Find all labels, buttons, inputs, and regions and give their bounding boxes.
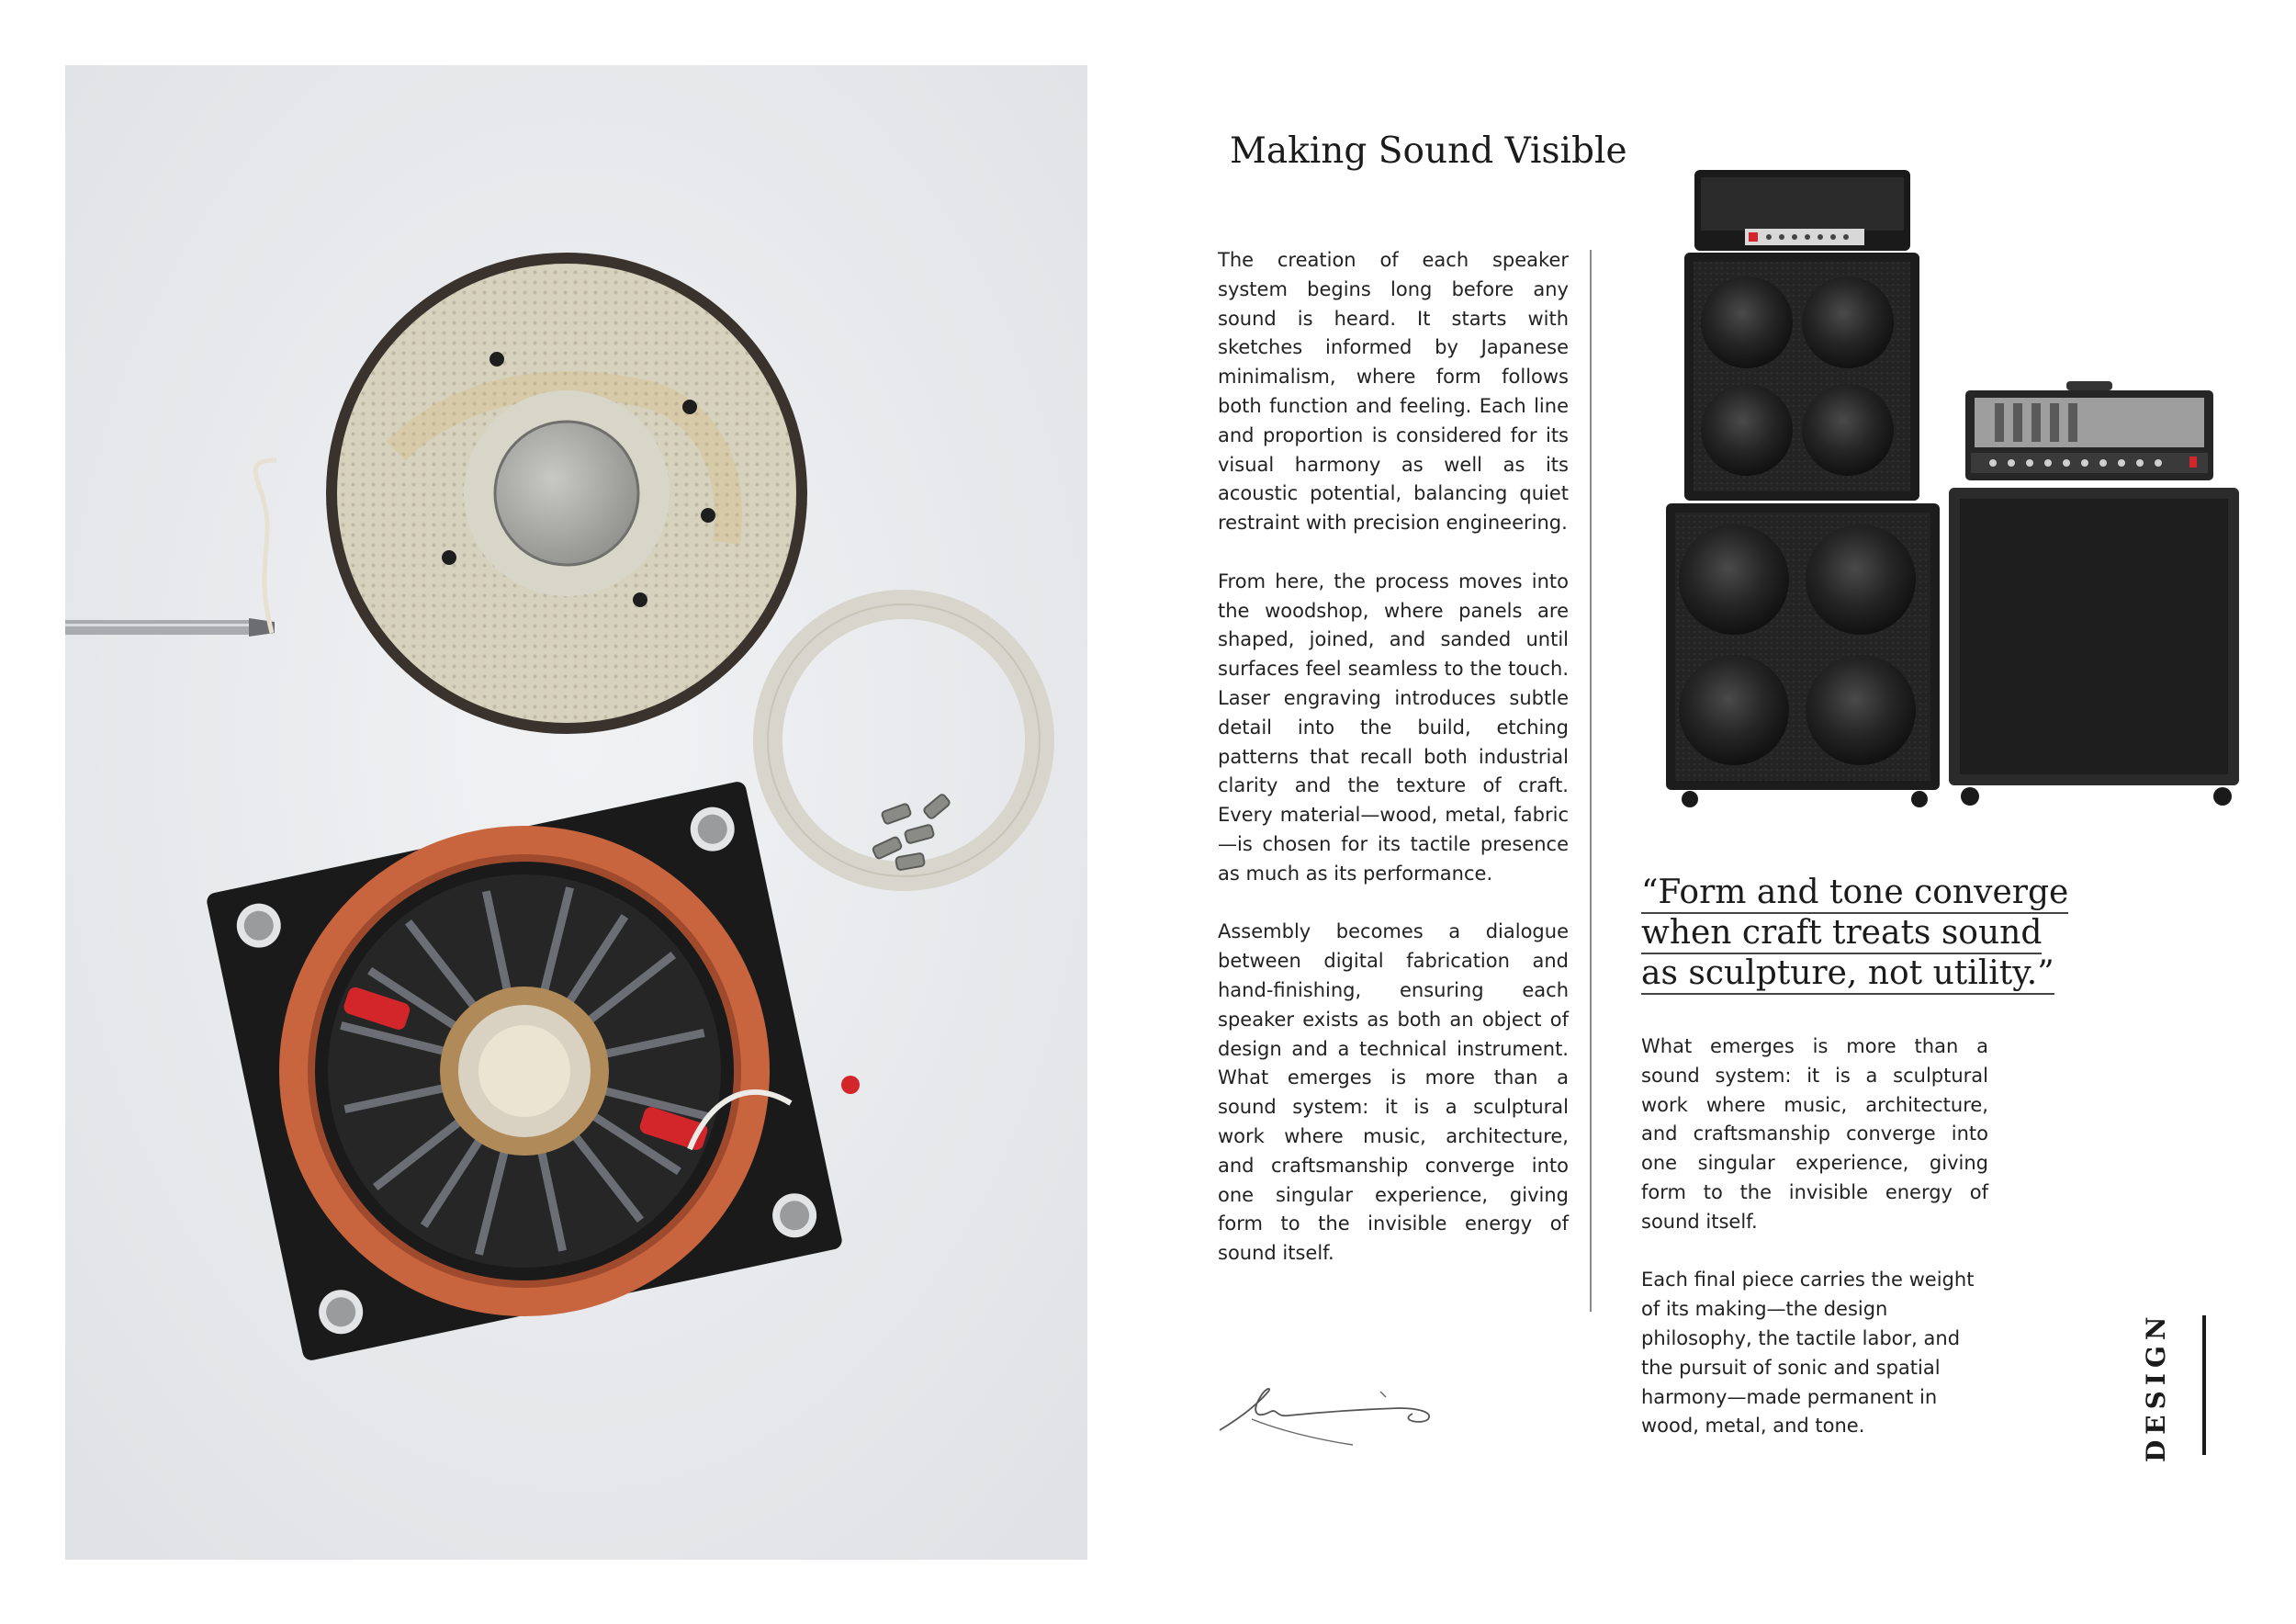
pull-quote-text: “Form and tone converge when craft treats sound as sculpture, not utility.” (1641, 874, 2068, 995)
signature (1215, 1373, 1435, 1451)
amp-head-left (1694, 170, 1910, 251)
screwdriver (65, 618, 275, 637)
amplifier-stacks-image (1653, 161, 2268, 813)
body-paragraph: From here, the process moves into the woodshop, where panels are shaped, joined, and sanded until surfaces feel seamless to the touch. Laser engraving introduces subtle detail into the build, etching patterns that recall both industrial clarity and the texture of craft. Every material—wood, metal, fabric—is chosen for its tactile presence as much as its performance. (1218, 570, 1569, 885)
speaker-cabinet-lower (1666, 503, 1940, 807)
magnet-plate (326, 253, 807, 734)
page-title: Making Sound Visible (1230, 130, 1627, 172)
section-label-text: DESIGN (2141, 1311, 2171, 1462)
body-paragraph: The creation of each speaker system begins long before any sound is heard. It starts with sketches informed by Japanese minimalism, where form follows both function and feeling. Each line and proportion is considered for its visual harmony as well as its acoustic potential, balancing quiet restraint with precision engineering. (1218, 249, 1569, 535)
side-paragraph: Each final piece carries the weight of its making—the design philosophy, the tactile labor, and the pursuit of sonic and spatial harmony—made permanent in wood, metal, and tone. (1641, 1269, 1975, 1438)
disassembled-speaker-photo (65, 65, 1087, 1560)
side-paragraph: What emerges is more than a sound system: it is a sculptural work where music, architecture, and craftsmanship converge into one singular experience, giving form to the invisible energy of sound itself. (1641, 1035, 1988, 1233)
body-column (1218, 246, 1569, 1298)
section-label (2140, 1311, 2173, 1462)
column-divider (1590, 250, 1592, 1312)
side-column (1641, 1032, 1988, 1471)
body-paragraph: Assembly becomes a dialogue between digital fabrication and hand-finishing, ensuring each speaker exists as both an object of design and a technical instrument. What emerges is more than a sound system: it is a sculptural work where music, architecture, and craftsmanship converge into one singular experience, giving form to the invisible energy of sound itself. (1218, 920, 1569, 1265)
pull-quote (1641, 873, 2073, 994)
section-marker-bar (2202, 1315, 2206, 1455)
amp-head-right (1965, 381, 2213, 480)
speaker-cabinet-right (1949, 488, 2239, 806)
speaker-cabinet-upper (1684, 253, 1919, 501)
